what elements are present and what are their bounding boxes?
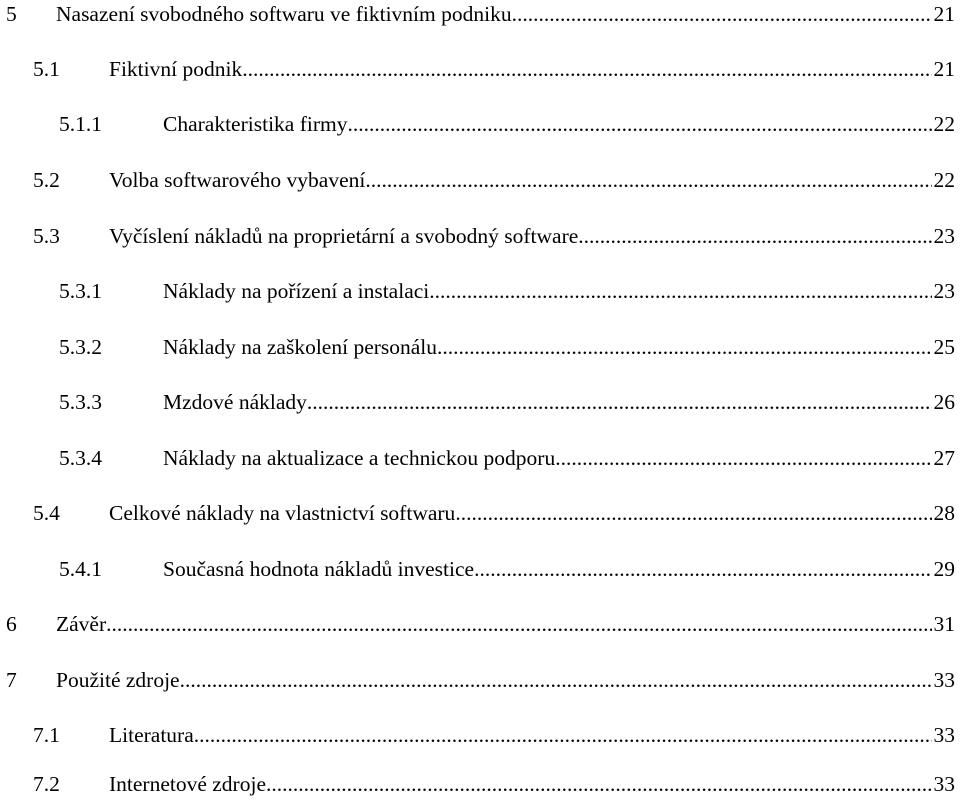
- toc-entry-page: 31: [933, 612, 955, 636]
- toc-leader-dots: [242, 49, 931, 89]
- toc-entry[interactable]: [0, 715, 955, 755]
- toc-leader-dots: [180, 660, 932, 700]
- toc-entry-title: Literatura: [109, 723, 194, 747]
- toc-entry-title: Internetové zdroje: [109, 772, 266, 796]
- toc-entry-page: 26: [933, 390, 955, 414]
- toc-leader-dots: [307, 382, 932, 422]
- toc-entry-number: 5.1: [33, 57, 60, 81]
- toc-entry-title: Závěr: [56, 612, 107, 636]
- toc-entry-page: 33: [933, 772, 955, 796]
- toc-entry-page: 22: [933, 112, 955, 136]
- toc-entry[interactable]: [0, 160, 955, 200]
- toc-entry-page: 25: [933, 335, 955, 359]
- toc-entry-title: Volba softwarového vybavení: [109, 168, 366, 192]
- toc-leader-dots: [578, 216, 931, 256]
- toc-entry-page: 23: [933, 224, 955, 248]
- toc-entry-title: Fiktivní podnik: [109, 57, 243, 81]
- toc-entry[interactable]: [0, 549, 955, 589]
- toc-entry-title: Současná hodnota nákladů investice: [163, 557, 475, 581]
- toc-leader-dots: [266, 764, 932, 804]
- toc-entry-number: 5: [6, 2, 17, 26]
- toc-leader-dots: [437, 327, 931, 367]
- toc-entry-number: 5.3.3: [59, 390, 102, 414]
- toc-entry-number: 5.2: [33, 168, 60, 192]
- toc-entry-title: Použité zdroje: [56, 668, 180, 692]
- toc-entry-title: Celkové náklady na vlastnictví softwaru: [109, 501, 456, 525]
- toc-entry-title: Náklady na aktualizace a technickou podporu: [163, 446, 556, 470]
- toc-leader-dots: [194, 715, 932, 755]
- toc-entry[interactable]: [0, 216, 955, 256]
- toc-entry-number: 5.3.2: [59, 335, 102, 359]
- toc-entry-number: 5.3.4: [59, 446, 102, 470]
- toc-entry-number: 7.1: [33, 723, 60, 747]
- toc-entry-title: Charakteristika firmy: [163, 112, 348, 136]
- toc-entry-title: Náklady na zaškolení personálu: [163, 335, 438, 359]
- toc-entry[interactable]: [0, 764, 955, 804]
- toc-entry-title: Nasazení svobodného softwaru ve fiktivním podniku: [56, 2, 512, 26]
- toc-entry-page: 21: [933, 57, 955, 81]
- toc-entry-page: 27: [933, 446, 955, 470]
- toc-entry[interactable]: [0, 104, 955, 144]
- toc-entry-title: Náklady na pořízení a instalaci: [163, 279, 430, 303]
- toc-leader-dots: [512, 0, 932, 34]
- toc-entry[interactable]: [0, 0, 955, 34]
- toc-leader-dots: [455, 493, 931, 533]
- toc-entry-page: 33: [933, 668, 955, 692]
- toc-entry-page: 33: [933, 723, 955, 747]
- toc-entry[interactable]: [0, 604, 955, 644]
- toc-entry-page: 21: [933, 2, 955, 26]
- toc-entry-title: Vyčíslení nákladů na proprietární a svobodný software: [109, 224, 579, 248]
- toc-entry-title: Mzdové náklady: [163, 390, 307, 414]
- toc-entry-number: 5.3: [33, 224, 60, 248]
- toc-entry[interactable]: [0, 438, 955, 478]
- toc-entry[interactable]: [0, 327, 955, 367]
- toc-leader-dots: [429, 271, 931, 311]
- toc-entry-number: 5.3.1: [59, 279, 102, 303]
- toc-leader-dots: [106, 604, 931, 644]
- toc-entry[interactable]: [0, 493, 955, 533]
- toc-entry-number: 5.4.1: [59, 557, 102, 581]
- toc-entry-number: 6: [6, 612, 17, 636]
- toc-entry[interactable]: [0, 271, 955, 311]
- toc-leader-dots: [555, 438, 931, 478]
- toc-entry-page: 23: [933, 279, 955, 303]
- toc-entry[interactable]: [0, 382, 955, 422]
- toc-leader-dots: [347, 104, 931, 144]
- toc-entry-page: 22: [933, 168, 955, 192]
- toc-entry[interactable]: [0, 49, 955, 89]
- toc-entry-number: 7.2: [33, 772, 60, 796]
- toc-entry-number: 5.1.1: [59, 112, 102, 136]
- toc-leader-dots: [365, 160, 931, 200]
- toc-entry-page: 29: [933, 557, 955, 581]
- toc-entry-number: 5.4: [33, 501, 60, 525]
- toc-entry-page: 28: [933, 501, 955, 525]
- toc-leader-dots: [474, 549, 931, 589]
- toc-entry[interactable]: [0, 660, 955, 700]
- toc-entry-number: 7: [6, 668, 17, 692]
